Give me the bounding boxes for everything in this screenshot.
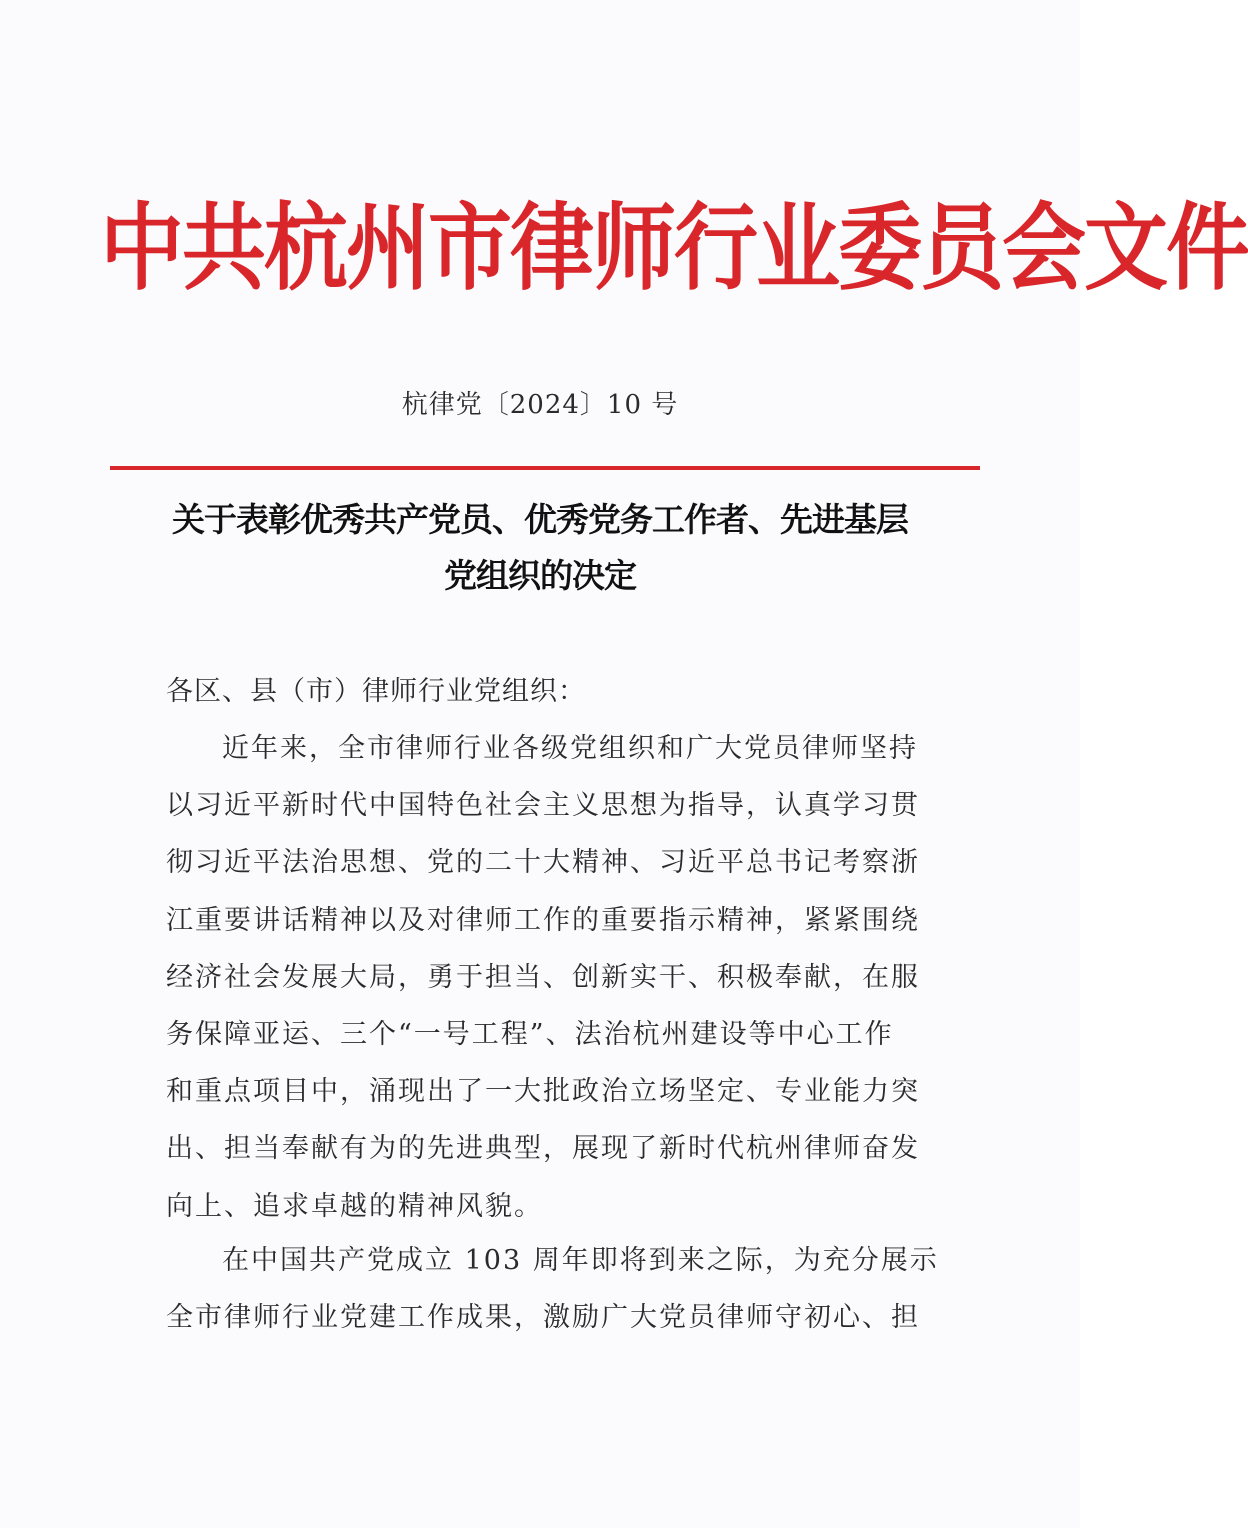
document-title	[150, 492, 930, 604]
paragraph-2	[166, 1232, 939, 1346]
paragraph-line: 以习近平新时代中国特色社会主义思想为指导，认真学习贯	[166, 790, 920, 822]
paragraph-line: 务保障亚运、三个“一号工程”、法治杭州建设等中心工作	[166, 1019, 894, 1051]
document-number: 杭律党〔2024〕10 号	[401, 390, 679, 420]
salutation: 各区、县（市）律师行业党组织：	[166, 676, 586, 707]
masthead-title: 中共杭州市律师行业委员会文件	[100, 192, 1248, 303]
document-title-line-1: 关于表彰优秀共产党员、优秀党务工作者、先进基层	[172, 500, 908, 539]
paragraph-line: 和重点项目中，涌现出了一大批政治立场坚定、专业能力突	[166, 1076, 920, 1108]
paragraph-line: 彻习近平法治思想、党的二十大精神、习近平总书记考察浙	[166, 847, 920, 879]
paragraph-line: 在中国共产党成立 103 周年即将到来之际，为充分展示	[222, 1245, 939, 1276]
paragraph-line: 江重要讲话精神以及对律师工作的重要指示精神，紧紧围绕	[166, 904, 920, 936]
paragraph-line: 近年来，全市律师行业各级党组织和广大党员律师坚持	[222, 733, 918, 764]
red-divider-line	[110, 466, 980, 470]
document-title-line-2: 党组织的决定	[444, 556, 636, 595]
paragraph-line: 向上、追求卓越的精神风貌。	[166, 1190, 543, 1222]
paragraph-1	[166, 720, 926, 1235]
paragraph-line: 经济社会发展大局，勇于担当、创新实干、积极奉献，在服	[166, 961, 920, 993]
paragraph-line: 全市律师行业党建工作成果，激励广大党员律师守初心、担	[166, 1302, 920, 1334]
paragraph-line: 出、担当奉献有为的先进典型，展现了新时代杭州律师奋发	[166, 1133, 920, 1165]
